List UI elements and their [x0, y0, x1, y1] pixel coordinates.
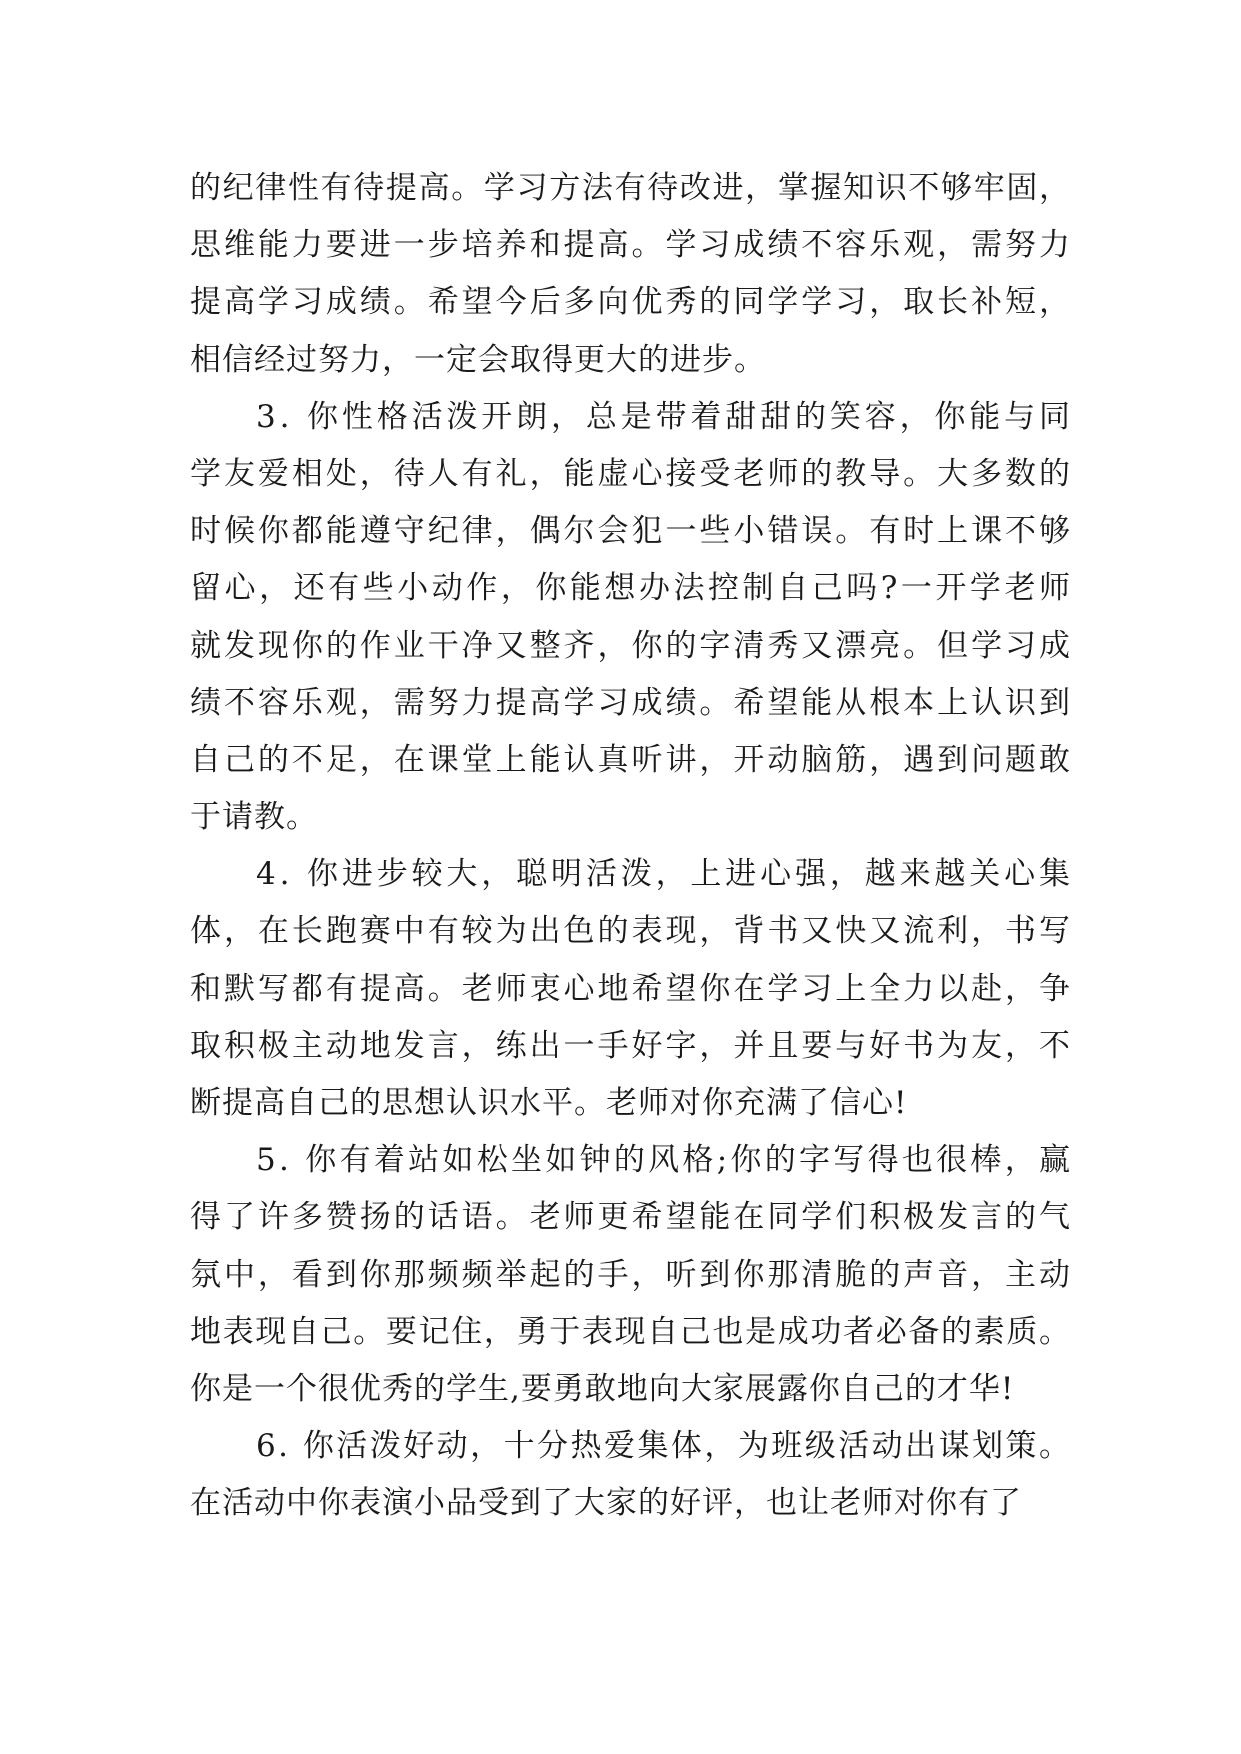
- text-line: 氛中，看到你那频频举起的手，听到你那清脆的声音，主动: [190, 1256, 1073, 1293]
- text-line: 和默写都有提高。老师衷心地希望你在学习上全力以赴，争: [190, 970, 1073, 1007]
- text-line: 取积极主动地发言，练出一手好字，并且要与好书为友，不: [190, 1027, 1073, 1064]
- text-line: 地表现自己。要记住，勇于表现自己也是成功者必备的素质。: [190, 1313, 1072, 1350]
- text-line: 提高学习成绩。希望今后多向优秀的同学学习，取长补短，: [190, 284, 1073, 321]
- text-line: 于请教。: [190, 799, 318, 836]
- text-line: 在活动中你表演小品受到了大家的好评，也让老师对你有了: [190, 1485, 1022, 1522]
- text-line: 就发现你的作业干净又整齐，你的字清秀又漂亮。但学习成: [190, 627, 1073, 664]
- text-line: 5. 你有着站如松坐如钟的风格;你的字写得也很棒，赢: [256, 1142, 1074, 1179]
- text-line: 4. 你进步较大，聪明活泼，上进心强，越来越关心集: [256, 856, 1074, 893]
- text-line: 相信经过努力，一定会取得更大的进步。: [190, 341, 766, 378]
- text-line: 留心，还有些小动作，你能想办法控制自己吗?一开学老师: [190, 570, 1074, 607]
- text-line: 得了许多赞扬的话语。老师更希望能在同学们积极发言的气: [190, 1199, 1073, 1236]
- text-line: 体，在长跑赛中有较为出色的表现，背书又快又流利，书写: [190, 913, 1073, 950]
- text-line: 的纪律性有待提高。学习方法有待改进，掌握知识不够牢固，: [190, 170, 1072, 206]
- document-body: [190, 160, 1074, 1533]
- text-line: 3. 你性格活泼开朗，总是带着甜甜的笑容，你能与同: [256, 398, 1074, 435]
- text-line: 时候你都能遵守纪律，偶尔会犯一些小错误。有时上课不够: [190, 513, 1073, 550]
- text-line: 绩不容乐观，需努力提高学习成绩。希望能从根本上认识到: [190, 684, 1073, 721]
- text-line: 学友爱相处，待人有礼，能虚心接受老师的教导。大多数的: [190, 455, 1073, 492]
- text-line: 断提高自己的思想认识水平。老师对你充满了信心!: [190, 1085, 908, 1121]
- text-line: 思维能力要进一步培养和提高。学习成绩不容乐观，需努力: [190, 227, 1073, 264]
- text-line: 你是一个很优秀的学生,要勇敢地向大家展露你自己的才华!: [190, 1370, 1015, 1407]
- text-line: 自己的不足，在课堂上能认真听讲，开动脑筋，遇到问题敢: [190, 741, 1073, 778]
- text-line: 6. 你活泼好动，十分热爱集体，为班级活动出谋划策。: [256, 1428, 1073, 1465]
